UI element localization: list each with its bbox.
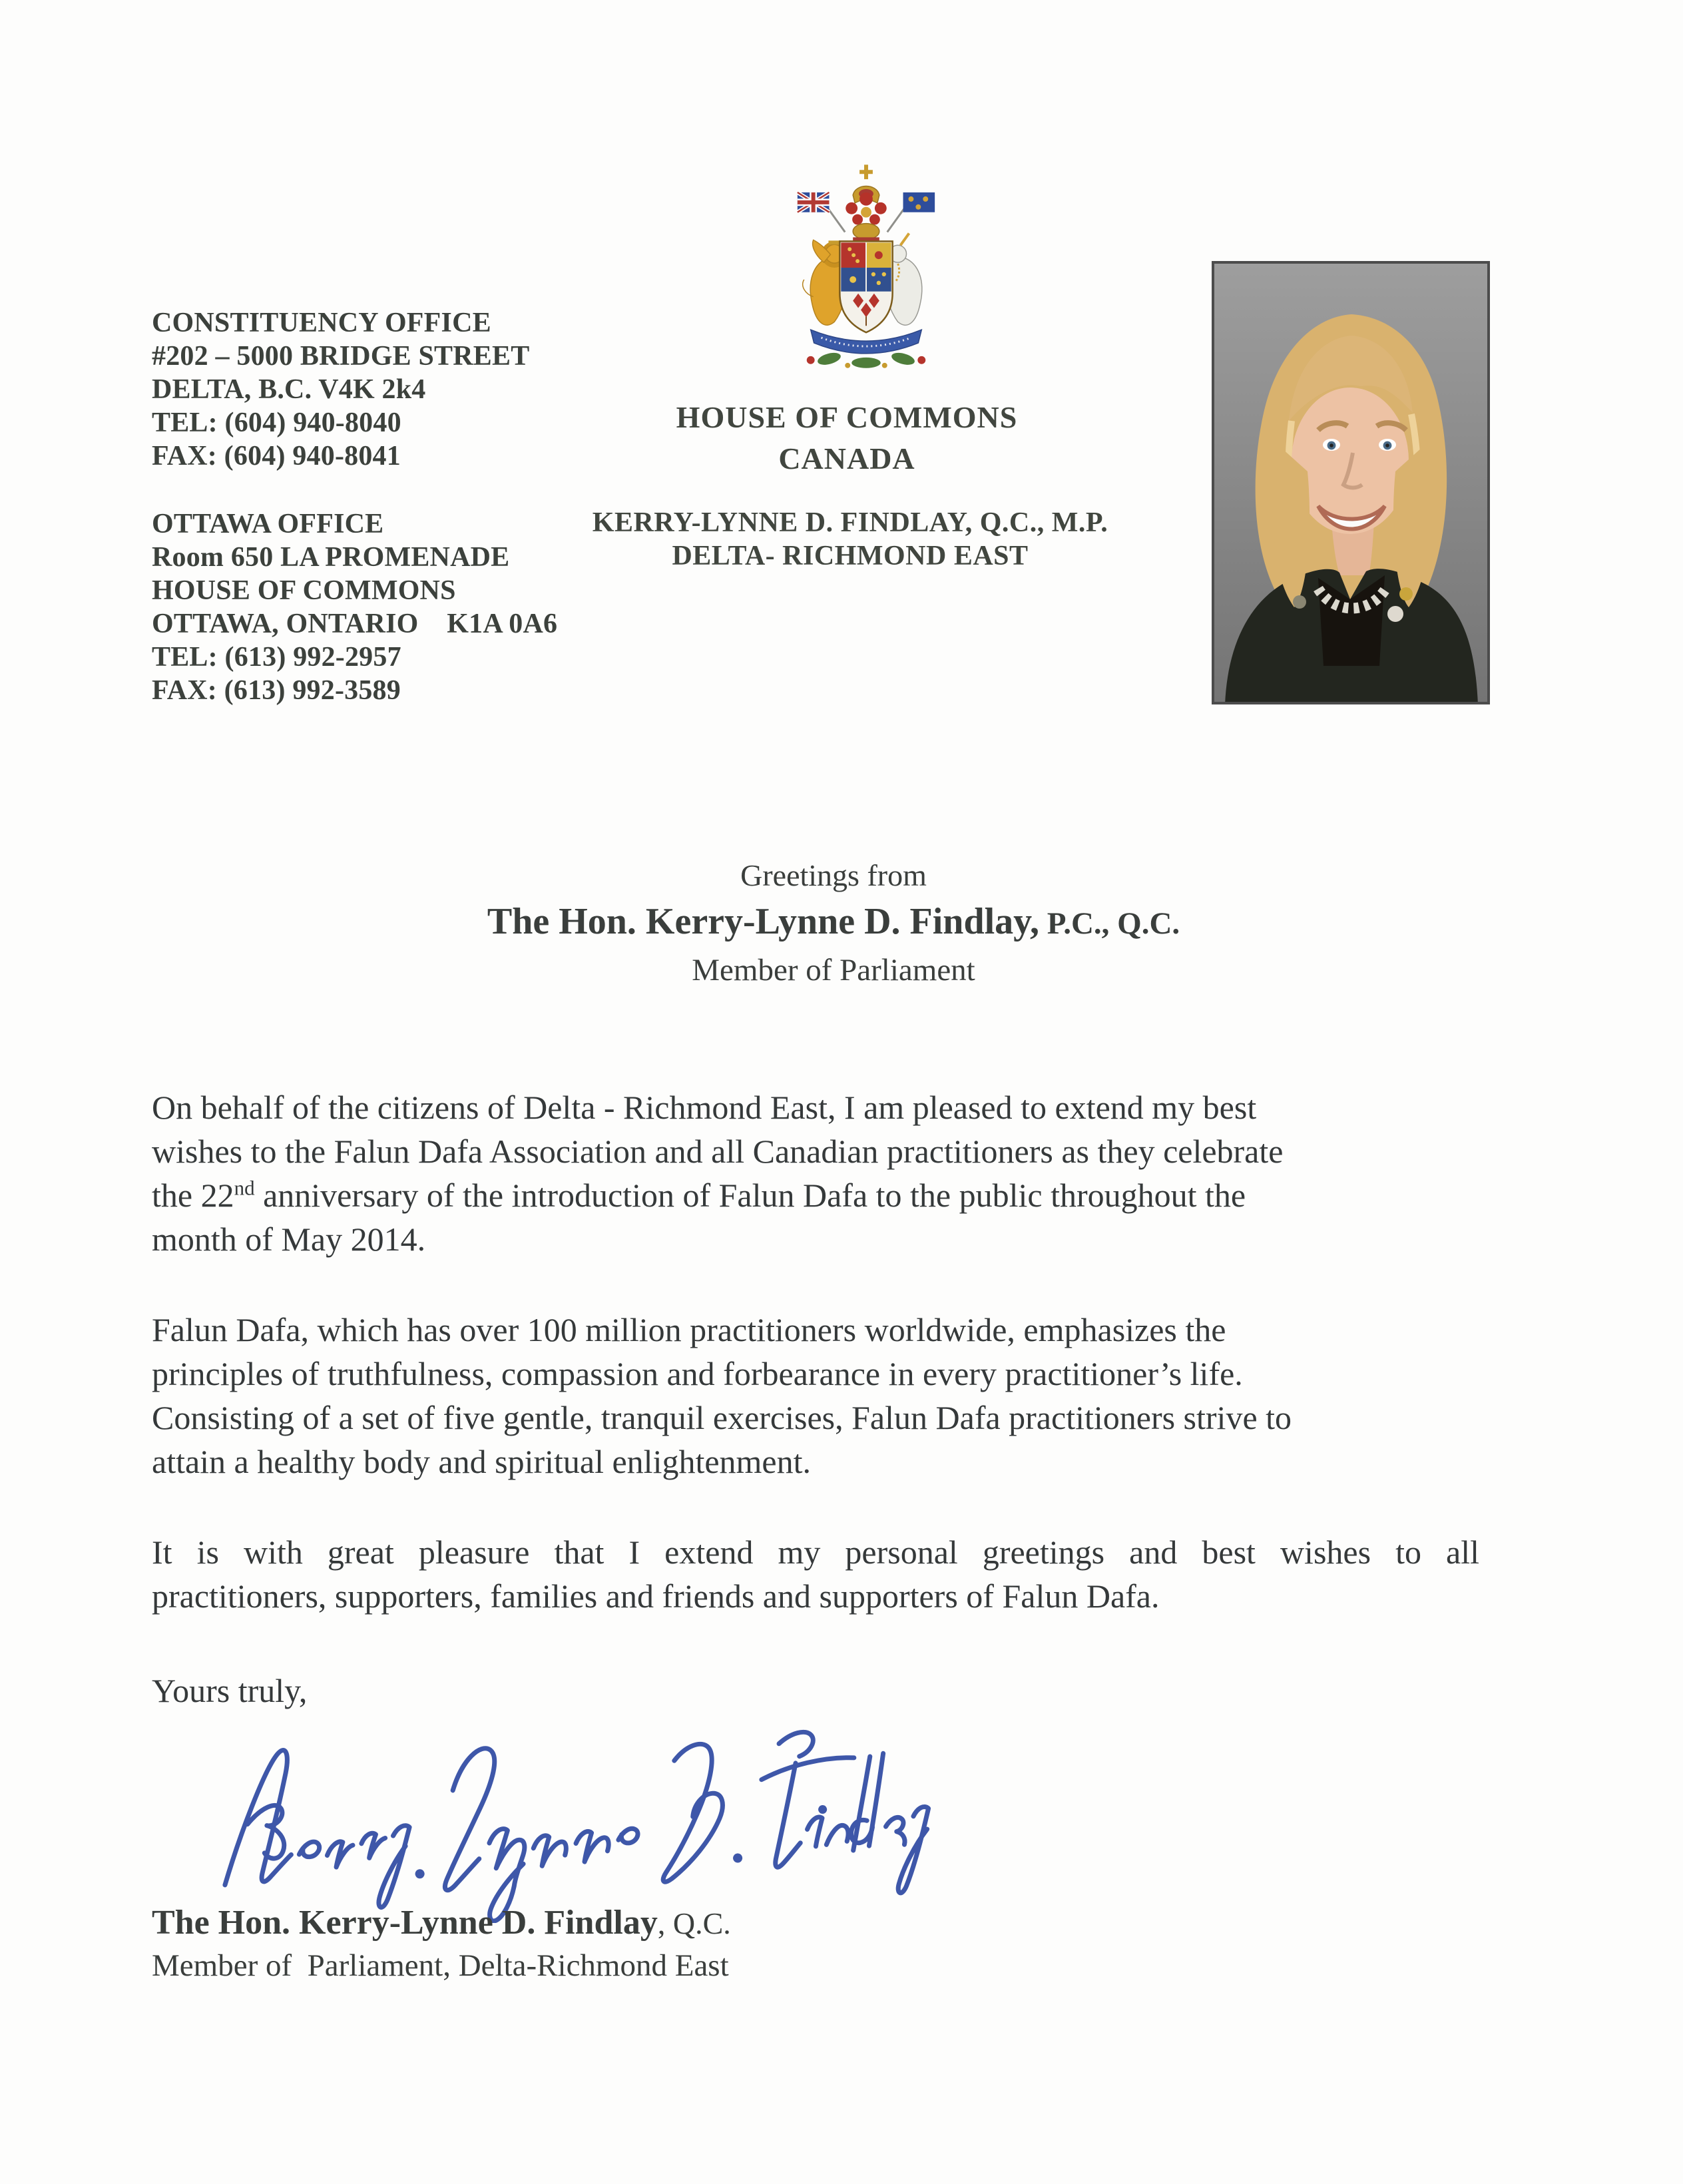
shield bbox=[840, 241, 892, 332]
ordinal-superscript: nd bbox=[234, 1176, 255, 1200]
ottawa-office-title: OTTAWA OFFICE bbox=[152, 509, 384, 539]
body-text-segment: the 22 bbox=[152, 1177, 234, 1214]
signature-image bbox=[193, 1723, 939, 1923]
signature-graphic bbox=[193, 1723, 939, 1923]
body-line: It is with great pleasure that I extend my personal greetings and best wishes to all bbox=[152, 1533, 1479, 1571]
constituency-office-title: CONSTITUENCY OFFICE bbox=[152, 308, 491, 338]
salutation: Yours truly, bbox=[152, 1672, 308, 1709]
canada-coat-of-arms-graphic bbox=[787, 162, 945, 376]
greeting-name bbox=[487, 896, 1180, 949]
constituency-office-block bbox=[152, 306, 529, 473]
signature-strokes bbox=[220, 1728, 932, 1923]
body-line: principles of truthfulness, compassion and forbearance in every practitioner’s life. bbox=[152, 1355, 1243, 1392]
body-line: practitioners, supporters, families and friends and supporters of Falun Dafa. bbox=[152, 1577, 1160, 1615]
lapel-pin bbox=[1399, 587, 1413, 601]
member-riding: DELTA- RICHMOND EAST bbox=[672, 541, 1029, 571]
crest-maple-leaves bbox=[845, 192, 886, 242]
lapel-pin bbox=[1387, 606, 1403, 622]
ottawa-office-line: OTTAWA, ONTARIO K1A 0A6 bbox=[152, 609, 558, 639]
constituency-office-line: DELTA, B.C. V4K 2k4 bbox=[152, 374, 426, 405]
constituency-office-line: FAX: (604) 940-8041 bbox=[152, 441, 401, 471]
greeting-heading bbox=[487, 855, 1180, 991]
union-jack-flag bbox=[798, 192, 845, 232]
institution-heading bbox=[676, 397, 1018, 479]
mp-portrait-graphic bbox=[1212, 261, 1490, 704]
ottawa-office-line: FAX: (613) 992-3589 bbox=[152, 675, 401, 706]
body-line: month of May 2014. bbox=[152, 1221, 426, 1258]
lapel-pin bbox=[1293, 595, 1306, 609]
body-line: Consisting of a set of five gentle, tranquil exercises, Falun Dafa practitioners strive to bbox=[152, 1399, 1292, 1436]
institution-country: CANADA bbox=[778, 441, 915, 475]
closing-name-main: The Hon. Kerry-Lynne D. Findlay bbox=[152, 1904, 658, 1942]
constituency-office-line: TEL: (604) 940-8040 bbox=[152, 408, 401, 438]
body-line: wishes to the Falun Dafa Association and all Canadian practitioners as they celebrate bbox=[152, 1133, 1284, 1170]
greeting-name-honorifics: P.C., Q.C. bbox=[1039, 906, 1180, 941]
body-line: Falun Dafa, which has over 100 million practitioners worldwide, emphasizes the bbox=[152, 1311, 1226, 1348]
closing-role: Member of Parliament, Delta-Richmond East bbox=[152, 1948, 729, 1983]
canada-coat-of-arms-icon bbox=[787, 162, 945, 376]
body-paragraph-2 bbox=[152, 1308, 1479, 1484]
body-line bbox=[152, 1173, 1479, 1217]
body-line: attain a healthy body and spiritual enlightenment. bbox=[152, 1443, 812, 1480]
greeting-intro: Greetings from bbox=[740, 858, 927, 892]
body-text-segment: anniversary of the introduction of Falun Dafa to the public throughout the bbox=[254, 1177, 1246, 1214]
fleur-de-lis-flag bbox=[887, 192, 935, 232]
ottawa-office-line: HOUSE OF COMMONS bbox=[152, 575, 456, 606]
constituency-office-line: #202 – 5000 BRIDGE STREET bbox=[152, 341, 530, 372]
closing-name bbox=[152, 1902, 731, 1945]
greeting-role: Member of Parliament bbox=[692, 953, 975, 987]
greeting-name-main: The Hon. Kerry-Lynne D. Findlay, bbox=[487, 901, 1040, 942]
mp-portrait-photo bbox=[1212, 261, 1490, 704]
member-heading bbox=[593, 506, 1108, 573]
letter-body bbox=[152, 1085, 1479, 1713]
closing-block bbox=[152, 1902, 731, 1986]
closing-name-honorifics: , Q.C. bbox=[657, 1906, 731, 1940]
motto-ribbon bbox=[811, 330, 922, 354]
institution-name: HOUSE OF COMMONS bbox=[676, 400, 1018, 434]
member-name: KERRY-LYNNE D. FINDLAY, Q.C., M.P. bbox=[592, 507, 1108, 538]
ottawa-office-line: TEL: (613) 992-2957 bbox=[152, 642, 401, 673]
body-line: On behalf of the citizens of Delta - Richmond East, I am pleased to extend my best bbox=[152, 1089, 1257, 1126]
body-paragraph-1 bbox=[152, 1085, 1479, 1261]
ottawa-office-block bbox=[152, 507, 557, 707]
ottawa-office-line: Room 650 LA PROMENADE bbox=[152, 542, 510, 573]
body-paragraph-3 bbox=[152, 1530, 1479, 1618]
